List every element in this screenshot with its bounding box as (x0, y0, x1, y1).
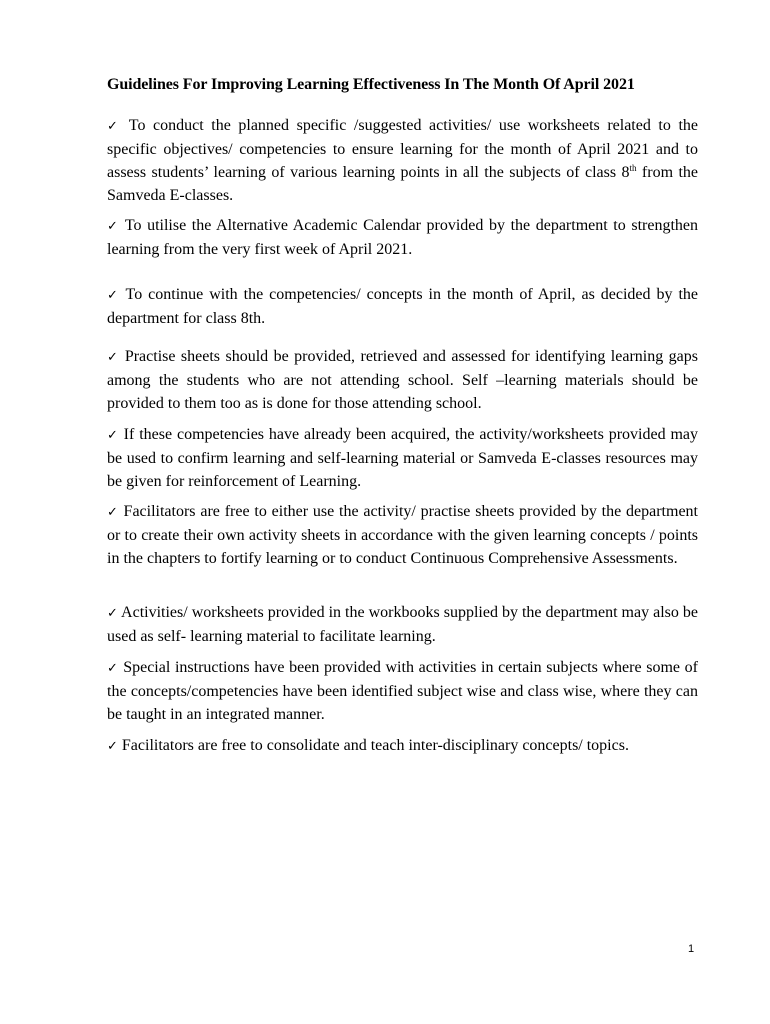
guideline-item-9 (107, 734, 698, 758)
guideline-item-7 (107, 601, 698, 648)
guideline-item-3 (107, 283, 698, 330)
guideline-text: Special instructions have been provided with activities in certain subjects where some of the concepts/competencies have been identified subject wise and class wise, where they can be taught in an integrated manner. (107, 659, 698, 723)
guideline-text: Facilitators are free to consolidate and teach inter-disciplinary concepts/ topics. (121, 737, 629, 754)
guideline-text: Facilitators are free to either use the activity/ practise sheets provided by the department or to create their own activity sheets in accordance with the given learning concepts / points in the chapters to fortify learning or to conduct Continuous Comprehensive Assessments. (107, 503, 698, 567)
page-number: 1 (688, 943, 695, 955)
guideline-text: To continue with the competencies/ concepts in the month of April, as decided by the department for class 8th. (107, 286, 698, 327)
guideline-text: To conduct the planned specific /suggested activities/ use worksheets related to the specific objectives/ competencies to ensure learning for the month of April 2021 and to assess students’ learning of various learning points in all the subjects of class 8 (107, 117, 698, 181)
checkmark-icon: ✓ (107, 350, 120, 365)
guideline-text: If these competencies have already been acquired, the activity/worksheets provided may be used to confirm learning and self-learning material or Samveda E-classes resources may be given for reinforcement of Learning. (107, 426, 699, 490)
guideline-item-5 (107, 423, 698, 493)
guideline-item-4 (107, 345, 698, 415)
guideline-text: from the Samveda E-classes. (107, 164, 699, 204)
checkmark-icon: ✓ (107, 505, 119, 520)
guideline-item-8 (107, 656, 698, 726)
document-title: Guidelines For Improving Learning Effectiveness In The Month Of April 2021 (107, 76, 635, 93)
guideline-text: Activities/ worksheets provided in the workbooks supplied by the department may also be used as self- learning material to facilitate learning. (107, 604, 698, 645)
guideline-text: Practise sheets should be provided, retrieved and assessed for identifying learning gaps among the students who are not attending school. Self –learning materials should be provided to them too as is done for those attending school. (107, 348, 699, 412)
checkmark-icon: ✓ (107, 288, 120, 303)
guideline-item-1 (107, 114, 698, 207)
checkmark-icon: ✓ (107, 428, 119, 443)
checkmark-icon: ✓ (107, 606, 118, 621)
guideline-item-6 (107, 500, 698, 570)
checkmark-icon: ✓ (107, 739, 118, 754)
checkmark-icon: ✓ (107, 119, 122, 134)
superscript-text: th (629, 163, 637, 173)
guideline-text: To utilise the Alternative Academic Calendar provided by the department to strengthen learning from the very first week of April 2021. (107, 217, 698, 258)
guideline-item-2 (107, 214, 698, 261)
checkmark-icon: ✓ (107, 219, 120, 234)
checkmark-icon: ✓ (107, 661, 119, 676)
